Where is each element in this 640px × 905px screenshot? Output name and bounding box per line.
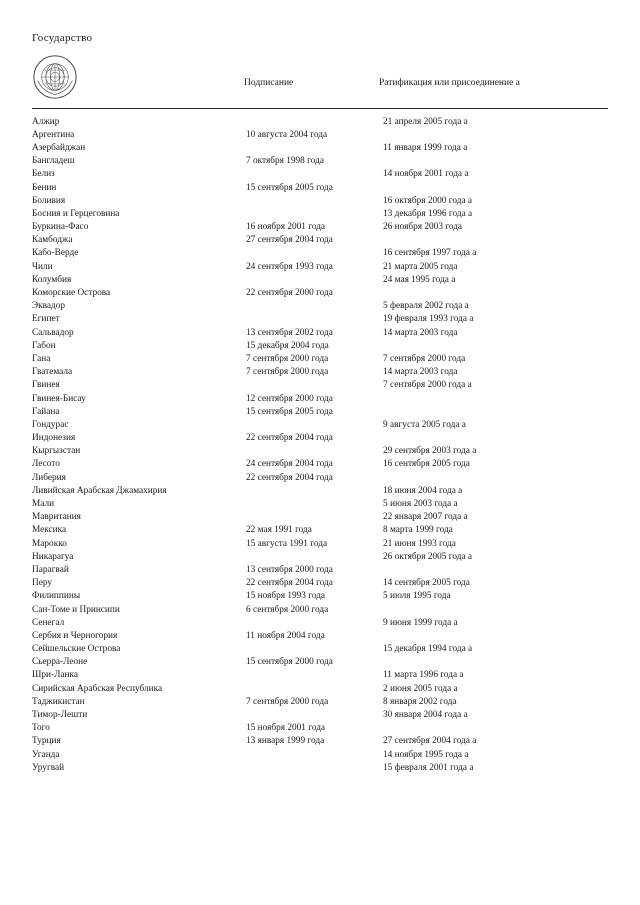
- cell-signature: [244, 616, 381, 629]
- cell-ratification: [381, 234, 610, 247]
- table-row: [30, 484, 610, 497]
- cell-signature: 7 сентября 2000 года: [246, 696, 329, 707]
- cell-state: Кыргызстан: [32, 446, 81, 457]
- cell-state: Ливийская Арабская Джамахирия: [32, 485, 167, 496]
- cell-ratification: 14 ноября 2001 года a: [383, 169, 469, 180]
- table-row: [30, 669, 610, 682]
- cell-ratification: 29 сентября 2003 года a: [383, 446, 477, 457]
- cell-signature: 22 сентября 2000 года: [246, 288, 333, 299]
- cell-state: Боливия: [32, 195, 66, 206]
- table-row: [30, 181, 610, 194]
- cell-state: Эквадор: [32, 301, 66, 312]
- cell-state: Египет: [32, 314, 60, 325]
- cell-signature: 13 сентября 2002 года: [246, 327, 333, 338]
- cell-signature: 13 января 1999 года: [246, 736, 325, 747]
- cell-state: Гана: [32, 353, 51, 364]
- table-row: [30, 221, 610, 234]
- cell-state: Шри-Ланка: [32, 670, 79, 681]
- cell-signature: 15 сентября 2005 года: [246, 182, 333, 193]
- table-row: [30, 352, 610, 365]
- cell-ratification: 8 марта 1999 года: [383, 525, 453, 536]
- table-row: [30, 458, 610, 471]
- cell-ratification: [381, 405, 610, 418]
- cell-ratification: 15 февраля 2001 года a: [383, 762, 474, 773]
- cell-ratification: 11 января 1999 года a: [383, 142, 468, 153]
- cell-state: Бенин: [32, 182, 57, 193]
- table-row: [30, 286, 610, 299]
- cell-ratification: 19 февраля 1993 года a: [383, 314, 474, 325]
- cell-signature: [244, 115, 381, 128]
- cell-ratification: [381, 603, 610, 616]
- cell-state: Гвинея: [32, 380, 60, 391]
- table-row: [30, 563, 610, 576]
- cell-state: Коморские Острова: [32, 288, 111, 299]
- cell-ratification: 14 ноября 1995 года a: [383, 749, 469, 760]
- treaty-table: [30, 115, 610, 774]
- cell-state: Уругвай: [32, 762, 65, 773]
- cell-state: Марокко: [32, 538, 67, 549]
- cell-state: Либерия: [32, 472, 66, 483]
- un-emblem: [32, 54, 78, 100]
- cell-ratification: [381, 656, 610, 669]
- cell-signature: 15 сентября 2000 года: [246, 657, 333, 668]
- table-row: [30, 194, 610, 207]
- table-row: [30, 735, 610, 748]
- table-row: [30, 524, 610, 537]
- cell-signature: 27 сентября 2004 года: [246, 235, 333, 246]
- cell-ratification: 16 октября 2000 года a: [383, 195, 473, 206]
- cell-signature: [244, 511, 381, 524]
- cell-signature: 7 октября 1998 года: [246, 156, 324, 167]
- cell-state: Уганда: [32, 749, 60, 760]
- cell-state: Белиз: [32, 169, 55, 180]
- table-row: [30, 273, 610, 286]
- cell-signature: 24 сентября 1993 года: [246, 261, 333, 272]
- cell-state: Лесото: [32, 459, 60, 470]
- cell-state: Аргентина: [32, 129, 75, 140]
- cell-state: Мали: [32, 499, 55, 510]
- cell-signature: 15 ноября 2001 года: [246, 723, 326, 734]
- table-row: [30, 418, 610, 431]
- table-row: [30, 128, 610, 141]
- table-row: [30, 247, 610, 260]
- cell-ratification: 5 июня 2003 года a: [383, 499, 458, 510]
- table-row: [30, 207, 610, 220]
- cell-ratification: 16 сентября 1997 года a: [383, 248, 477, 259]
- table-row: [30, 643, 610, 656]
- cell-state: Сербия и Черногория: [32, 630, 118, 641]
- cell-state: Габон: [32, 340, 56, 351]
- cell-ratification: [381, 722, 610, 735]
- table-row: [30, 234, 610, 247]
- cell-state: Сьерра-Леоне: [32, 657, 88, 668]
- cell-state: Колумбия: [32, 274, 72, 285]
- cell-signature: 22 сентября 2004 года: [246, 578, 333, 589]
- cell-ratification: 7 сентября 2000 года: [383, 353, 466, 364]
- cell-ratification: [381, 471, 610, 484]
- table-row: [30, 326, 610, 339]
- cell-state: Никарагуа: [32, 551, 74, 562]
- table-row: [30, 629, 610, 642]
- cell-ratification: 16 сентября 2005 года: [383, 459, 470, 470]
- table-row: [30, 497, 610, 510]
- cell-ratification: 21 марта 2005 года: [383, 261, 458, 272]
- cell-ratification: 26 ноября 2003 года: [383, 222, 463, 233]
- cell-signature: 7 сентября 2000 года: [246, 367, 329, 378]
- cell-signature: [244, 247, 381, 260]
- un-emblem-cell: [30, 54, 244, 100]
- table-row: [30, 141, 610, 154]
- cell-signature: 10 августа 2004 года: [246, 129, 328, 140]
- cell-ratification: 8 января 2002 года: [383, 696, 457, 707]
- table-row: [30, 603, 610, 616]
- table-row: [30, 708, 610, 721]
- header-divider: [32, 108, 608, 109]
- cell-ratification: [381, 432, 610, 445]
- table-row: [30, 379, 610, 392]
- cell-ratification: 26 октября 2005 года a: [383, 551, 473, 562]
- cell-ratification: [381, 128, 610, 141]
- cell-signature: 15 декабря 2004 года: [246, 340, 329, 351]
- table-row: [30, 656, 610, 669]
- table-row: [30, 260, 610, 273]
- table-row: [30, 392, 610, 405]
- cell-signature: 15 сентября 2005 года: [246, 406, 333, 417]
- cell-ratification: 14 марта 2003 года: [383, 367, 458, 378]
- cell-signature: [244, 141, 381, 154]
- table-row: [30, 695, 610, 708]
- cell-ratification: 5 июля 1995 года: [383, 591, 451, 602]
- cell-state: Гондурас: [32, 419, 69, 430]
- cell-signature: [244, 761, 381, 774]
- table-row: [30, 577, 610, 590]
- cell-ratification: 22 января 2007 года a: [383, 512, 468, 523]
- cell-ratification: 21 апреля 2005 года a: [383, 116, 468, 127]
- table-row: [30, 313, 610, 326]
- table-row: [30, 155, 610, 168]
- cell-ratification: 2 июня 2005 года a: [383, 683, 458, 694]
- cell-state: Босния и Герцеговина: [32, 208, 120, 219]
- cell-state: Того: [32, 723, 50, 734]
- cell-signature: 22 сентября 2004 года: [246, 472, 333, 483]
- cell-state: Парагвай: [32, 564, 69, 575]
- cell-signature: [244, 484, 381, 497]
- cell-ratification: [381, 286, 610, 299]
- cell-ratification: 24 мая 1995 года a: [383, 274, 456, 285]
- table-row: [30, 300, 610, 313]
- cell-state: Перу: [32, 578, 53, 589]
- cell-signature: [244, 313, 381, 326]
- table-row: [30, 445, 610, 458]
- table-row: [30, 590, 610, 603]
- cell-signature: 15 ноября 1993 года: [246, 591, 326, 602]
- cell-state: Мексика: [32, 525, 67, 536]
- cell-state: Алжир: [32, 116, 60, 127]
- cell-ratification: 14 сентября 2005 года: [383, 578, 470, 589]
- cell-state: Сирийская Арабская Республика: [32, 683, 163, 694]
- cell-ratification: 15 декабря 1994 года a: [383, 644, 473, 655]
- cell-ratification: [381, 563, 610, 576]
- treaty-table-body: [30, 115, 610, 774]
- cell-state: Буркина-Фасо: [32, 222, 89, 233]
- cell-signature: [244, 379, 381, 392]
- cell-ratification: 11 марта 1996 года a: [383, 670, 464, 681]
- cell-ratification: [381, 155, 610, 168]
- table-row: [30, 168, 610, 181]
- cell-state: Сенегал: [32, 617, 65, 628]
- cell-signature: 22 мая 1991 года: [246, 525, 312, 536]
- table-row: [30, 405, 610, 418]
- cell-ratification: 21 июня 1993 года: [383, 538, 456, 549]
- column-header-signature: Подписание: [244, 78, 294, 88]
- cell-ratification: 13 декабря 1996 года a: [383, 208, 473, 219]
- cell-ratification: 27 сентября 2004 года a: [383, 736, 477, 747]
- table-row: [30, 511, 610, 524]
- cell-state: Турция: [32, 736, 61, 747]
- cell-ratification: 30 января 2004 года a: [383, 710, 468, 721]
- table-row: [30, 366, 610, 379]
- cell-ratification: 14 марта 2003 года: [383, 327, 458, 338]
- cell-signature: 12 сентября 2000 года: [246, 393, 333, 404]
- cell-state: Гватемала: [32, 367, 73, 378]
- cell-state: Сейшельские Острова: [32, 644, 121, 655]
- table-row: [30, 432, 610, 445]
- cell-ratification: 9 августа 2005 года a: [383, 419, 466, 430]
- column-header-ratification: Ратификация или присоединение a: [379, 78, 520, 88]
- cell-ratification: 9 июня 1999 года a: [383, 617, 458, 628]
- cell-ratification: [381, 339, 610, 352]
- cell-signature: 6 сентября 2000 года: [246, 604, 329, 615]
- table-row: [30, 537, 610, 550]
- cell-state: Сальвадор: [32, 327, 74, 338]
- table-row: [30, 761, 610, 774]
- cell-signature: [244, 273, 381, 286]
- cell-state: Мавритания: [32, 512, 81, 523]
- cell-state: Индонезия: [32, 433, 76, 444]
- cell-state: Сан-Томе и Принсипи: [32, 604, 120, 615]
- cell-state: Чили: [32, 261, 53, 272]
- cell-state: Филиппины: [32, 591, 81, 602]
- table-row: [30, 748, 610, 761]
- cell-state: Гвинея-Бисау: [32, 393, 86, 404]
- table-row: [30, 682, 610, 695]
- cell-ratification: [381, 629, 610, 642]
- cell-signature: 16 ноября 2001 года: [246, 222, 326, 233]
- cell-signature: [244, 194, 381, 207]
- cell-signature: [244, 682, 381, 695]
- table-row: [30, 722, 610, 735]
- cell-signature: 13 сентября 2000 года: [246, 564, 333, 575]
- table-row: [30, 115, 610, 128]
- cell-signature: 11 ноября 2004 года: [246, 630, 325, 641]
- table-row: [30, 339, 610, 352]
- cell-state: Кабо-Верде: [32, 248, 79, 259]
- cell-ratification: 5 февраля 2002 года a: [383, 301, 469, 312]
- cell-signature: [244, 445, 381, 458]
- cell-signature: [244, 550, 381, 563]
- cell-signature: 22 сентября 2004 года: [246, 433, 333, 444]
- cell-state: Гайана: [32, 406, 60, 417]
- cell-signature: [244, 497, 381, 510]
- cell-state: Камбоджа: [32, 235, 73, 246]
- cell-signature: [244, 643, 381, 656]
- cell-signature: 15 августа 1991 года: [246, 538, 328, 549]
- cell-signature: [244, 708, 381, 721]
- table-header: [30, 54, 610, 100]
- cell-ratification: 18 июня 2004 года a: [383, 485, 463, 496]
- cell-state: Таджикистан: [32, 696, 85, 707]
- page-title: Государство: [32, 32, 93, 44]
- table-row: [30, 616, 610, 629]
- cell-ratification: 7 сентября 2000 года a: [383, 380, 472, 391]
- cell-state: Бангладеш: [32, 156, 75, 167]
- cell-signature: [244, 418, 381, 431]
- cell-signature: [244, 168, 381, 181]
- table-row: [30, 550, 610, 563]
- cell-signature: [244, 300, 381, 313]
- cell-signature: [244, 207, 381, 220]
- cell-state: Азербайджан: [32, 142, 86, 153]
- cell-signature: [244, 669, 381, 682]
- cell-signature: 24 сентября 2004 года: [246, 459, 333, 470]
- table-row: [30, 471, 610, 484]
- cell-signature: 7 сентября 2000 года: [246, 353, 329, 364]
- cell-state: Тимор-Лешти: [32, 710, 88, 721]
- cell-signature: [244, 748, 381, 761]
- cell-ratification: [381, 181, 610, 194]
- cell-ratification: [381, 392, 610, 405]
